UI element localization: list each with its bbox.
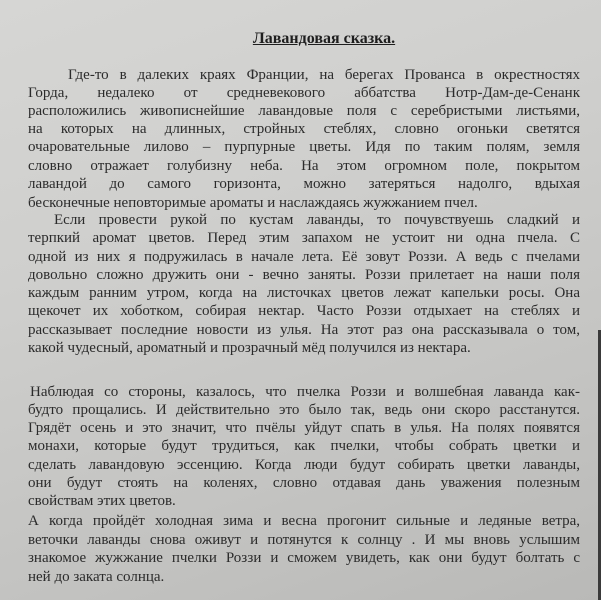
paragraph-1-line: бесконечные неповторимые ароматы и наслаждаясь жужжанием пчел.: [28, 195, 478, 211]
paragraph-3-line: сделать лавандовую эссенцию. Когда люди будут собирать цветки лаванды,: [28, 457, 580, 473]
paragraph-3-line: будто прощались. И действительно это было так, ведь они скоро расстанутся.: [28, 402, 580, 418]
paragraph-3-line: Грядёт осень и это значит, что пчёлы уйдут спать в улья. На полях появятся: [28, 420, 580, 436]
paragraph-1-line: словно отражает голубизну неба. На этом огромном поле, покрытом: [28, 158, 580, 174]
document-title: Лавандовая сказка.: [252, 30, 396, 47]
paragraph-2-line: какой чудесный, ароматный и прозрачный мёд получился из нектара.: [28, 340, 471, 356]
paragraph-3-line: веточки лаванды снова оживут и потянутся к солнцу . И мы вновь услышим: [28, 532, 580, 548]
paragraph-2-line: одной из них я подружилась в начале лета. Её зовут Роззи. А ведь с пчелами: [28, 249, 580, 265]
paragraph-1-line: Горда, недалеко от средневекового аббатства Нотр-Дам-де-Сенанк: [28, 85, 580, 101]
paragraph-2-line: довольно сложно дружить они - вечно заняты. Роззи прилетает на наши поля: [28, 267, 580, 283]
paragraph-2-line: щекочет их хоботком, собирая нектар. Часто Роззи отдыхает на стеблях и: [28, 303, 580, 319]
paragraph-3-line: ней до заката солнца.: [28, 569, 165, 585]
paragraph-1-line: расположились живописнейшие лавандовые поля с серебристыми листьями,: [28, 103, 580, 119]
paragraph-3-line: свойствам этих цветов.: [28, 493, 176, 509]
paragraph-1-line: Где-то в далеких краях Франции, на берегах Прованса в окрестностях: [68, 67, 580, 83]
paragraph-2-line: рассказывает последние новости из улья. На этот раз она рассказывала о том,: [28, 322, 580, 338]
paragraph-2-line: терпкий аромат цветов. Перед этим запахом не устоит ни одна пчела. С: [28, 230, 580, 246]
paragraph-3-line: А когда пройдёт холодная зима и весна прогонит сильные и ледяные ветра,: [28, 513, 580, 529]
paragraph-1-line: на которых на длинных, стройных стеблях, словно огоньки светятся: [28, 121, 580, 137]
paragraph-3-line: Наблюдая со стороны, казалось, что пчелка Роззи и волшебная лаванда как-: [30, 384, 580, 400]
paragraph-1-line: очаровательные лилово – пурпурные цветы. Идя по таким полям, земля: [28, 139, 580, 155]
paragraph-3-line: знакомое жужжание пчелки Роззи и сможем увидеть, как они будут болтать с: [28, 550, 580, 566]
paragraph-2-line: Если провести рукой по кустам лаванды, то почувствуешь сладкий и: [54, 212, 580, 228]
paragraph-2-line: каждым ранним утром, когда на листочках цветов лежат капельки росы. Она: [28, 285, 580, 301]
paragraph-1-line: лавандой до самого горизонта, можно затеряться надолго, вдыхая: [28, 176, 580, 192]
paragraph-3-line: они будут стоять на коленях, словно отдавая дань уважения полезным: [28, 475, 580, 491]
paragraph-3-line: монахи, которые будут трудиться, как пчелки, чтобы собрать цветки и: [28, 438, 580, 454]
